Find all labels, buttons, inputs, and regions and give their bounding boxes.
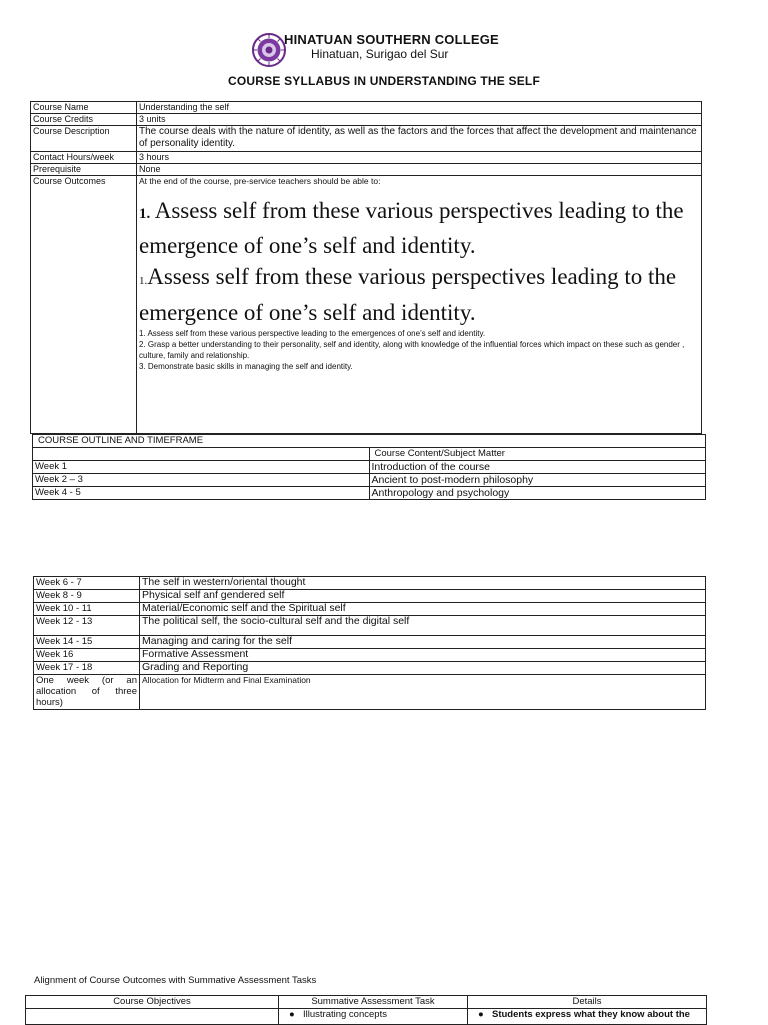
week-cell: Week 14 - 15 [34, 636, 140, 649]
outcome-small-1: 1. Assess self from these various perspective leading to the emergences of one’s self and identity. [139, 329, 486, 338]
content-cell: Anthropology and psychology [369, 487, 706, 500]
content-cell: Managing and caring for the self [140, 636, 706, 649]
content-cell: Formative Assessment [140, 649, 706, 662]
content-cell: Ancient to post-modern philosophy [369, 474, 706, 487]
week-header-cell [33, 448, 370, 461]
course-info-table [30, 101, 702, 434]
content-cell: Grading and Reporting [140, 662, 706, 675]
table-row [31, 176, 702, 434]
outcome-small-2: 2. Grasp a better understanding to their personality, self and identity, along with knowledge of the influential forces which impact on these such as gender , culture, family and relationship. [139, 340, 685, 360]
prerequisite-label: Prerequisite [31, 164, 137, 176]
week-cell: Week 6 - 7 [34, 577, 140, 590]
course-name-value: Understanding the self [137, 102, 702, 114]
outcome-large-1-number: 1. [139, 206, 151, 222]
outcome-large-1 [139, 195, 699, 261]
contact-hours-value: 3 hours [137, 152, 702, 164]
table-row [34, 603, 706, 616]
college-address: Hinatuan, Surigao del Sur [311, 47, 449, 61]
task-cell [279, 1009, 468, 1025]
table-row [31, 164, 702, 176]
content-cell: The political self, the socio-cultural self and the digital self [140, 616, 706, 636]
details-text: Students express what they know about the [492, 1009, 690, 1020]
content-cell: Allocation for Midterm and Final Examination [140, 675, 706, 710]
content-header: Course Content/Subject Matter [369, 448, 706, 461]
alignment-title: Alignment of Course Outcomes with Summative Assessment Tasks [34, 975, 317, 986]
contact-hours-label: Contact Hours/week [31, 152, 137, 164]
week-cell: Week 12 - 13 [34, 616, 140, 636]
table-row [31, 152, 702, 164]
table-row [31, 102, 702, 114]
outcome-large-1-text: Assess self from these various perspectives leading to the emergence of one’s self and identity. [139, 198, 684, 258]
content-cell: Introduction of the course [369, 461, 706, 474]
table-row [33, 461, 706, 474]
course-outcomes-cell [137, 176, 702, 434]
course-credits-value: 3 units [137, 114, 702, 126]
week-cell: Week 4 - 5 [33, 487, 370, 500]
table-row [34, 590, 706, 603]
table-row [34, 675, 706, 710]
table-row [33, 448, 706, 461]
table-row [26, 996, 707, 1009]
course-outcomes-label: Course Outcomes [31, 176, 137, 434]
course-name-label: Course Name [31, 102, 137, 114]
table-row [34, 616, 706, 636]
outcome-large-2-text: Assess self from these various perspectives leading to the emergence of one’s self and identity. [139, 264, 677, 325]
week-cell: Week 10 - 11 [34, 603, 140, 616]
table-row [33, 435, 706, 448]
college-name: HINATUAN SOUTHERN COLLEGE [284, 32, 499, 47]
content-cell: Material/Economic self and the Spiritual self [140, 603, 706, 616]
week-cell: Week 1 [33, 461, 370, 474]
course-outline-table [32, 434, 706, 500]
details-cell [468, 1009, 707, 1025]
table-row [33, 474, 706, 487]
bullet-icon: ● [289, 1009, 295, 1020]
course-description-value: The course deals with the nature of identity, as well as the factors and the forces that affect the development and maintenance of personality identity. [137, 126, 702, 152]
outcomes-intro: At the end of the course, pre-service teachers should be able to: [139, 176, 381, 186]
outline-heading: COURSE OUTLINE AND TIMEFRAME [33, 435, 706, 448]
table-row [34, 649, 706, 662]
objectives-column-header: Course Objectives [26, 996, 279, 1009]
content-cell: Physical self anf gendered self [140, 590, 706, 603]
table-row [26, 1009, 707, 1025]
table-row [34, 577, 706, 590]
prerequisite-value: None [137, 164, 702, 176]
week-cell: Week 17 - 18 [34, 662, 140, 675]
details-column-header: Details [468, 996, 707, 1009]
objective-cell [26, 1009, 279, 1025]
course-description-label: Course Description [31, 126, 137, 152]
college-seal-logo [252, 33, 286, 67]
week-cell: Week 8 - 9 [34, 590, 140, 603]
outcome-large-2-number: 1. [139, 275, 148, 287]
bullet-icon: ● [478, 1009, 484, 1020]
table-row [34, 662, 706, 675]
course-credits-label: Course Credits [31, 114, 137, 126]
syllabus-title: COURSE SYLLABUS IN UNDERSTANDING THE SELF [228, 74, 540, 88]
task-text: Illustrating concepts [303, 1009, 387, 1020]
week-cell: One week (or an allocation of three hours) [34, 675, 140, 710]
table-row [33, 487, 706, 500]
week-cell: Week 16 [34, 649, 140, 662]
page-header [0, 30, 768, 70]
task-column-header: Summative Assessment Task [279, 996, 468, 1009]
alignment-table [25, 995, 707, 1025]
outcome-small-3: 3. Demonstrate basic skills in managing the self and identity. [139, 362, 353, 371]
table-row [34, 636, 706, 649]
content-cell: The self in western/oriental thought [140, 577, 706, 590]
course-outline-continued-table [33, 576, 706, 710]
week-cell: Week 2 – 3 [33, 474, 370, 487]
outcome-large-2 [139, 261, 699, 328]
table-row [31, 114, 702, 126]
table-row [31, 126, 702, 152]
